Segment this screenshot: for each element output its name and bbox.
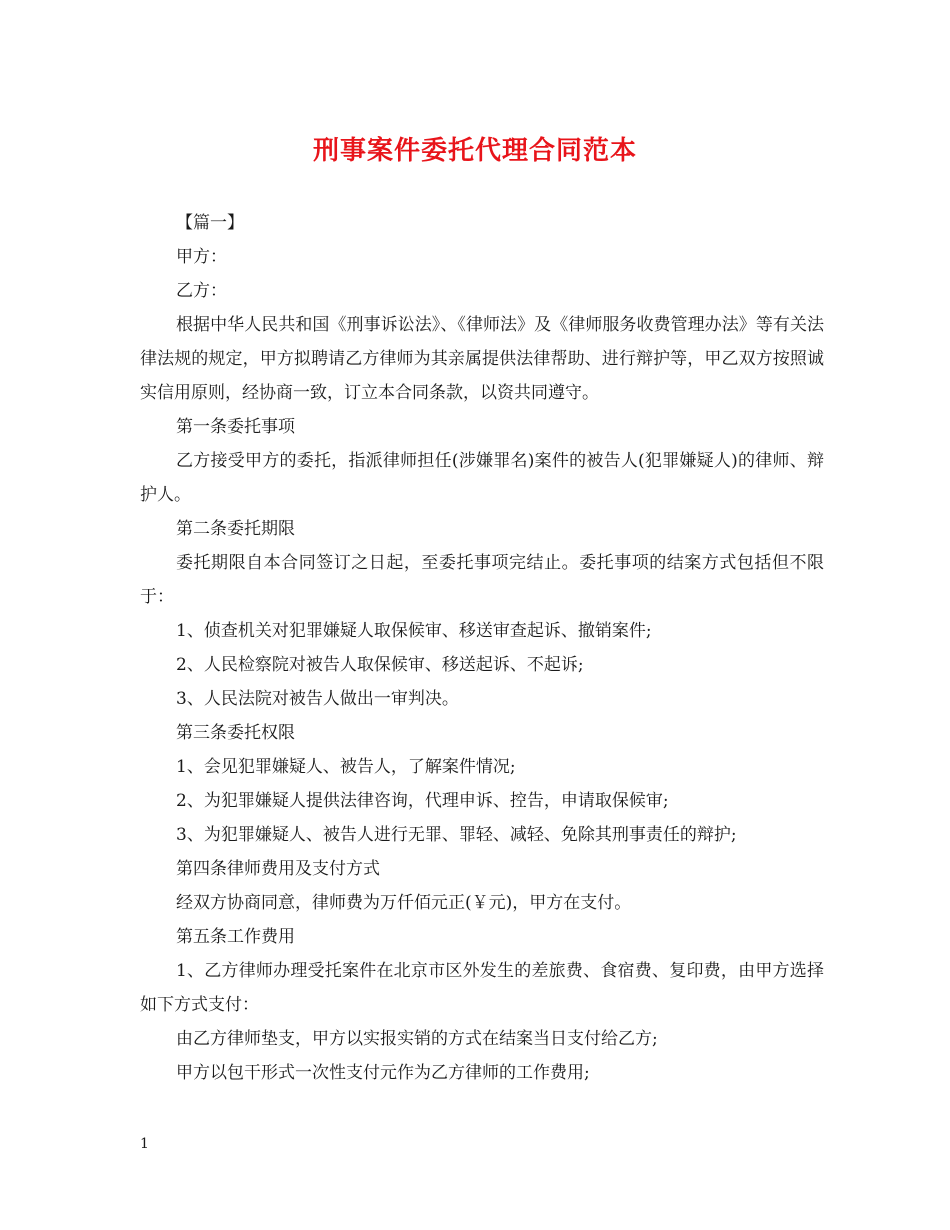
paragraph: 3、为犯罪嫌疑人、被告人进行无罪、罪轻、减轻、免除其刑事责任的辩护; [176, 825, 737, 845]
document-body [140, 206, 824, 1090]
paragraph: 3、人民法院对被告人做出一审判决。 [176, 689, 459, 709]
paragraph: 第四条律师费用及支付方式 [176, 859, 380, 879]
paragraph: 第五条工作费用 [176, 927, 295, 947]
paragraph: 2、为犯罪嫌疑人提供法律咨询，代理申诉、控告，申请取保候审; [176, 791, 669, 811]
paragraph: 根据中华人民共和国《刑事诉讼法》、《律师法》及《律师服务收费管理办法》等有关法律法规的规定，甲方拟聘请乙方律师为其亲属提供法律帮助、进行辩护等，甲乙双方按照诚实信用原则，经协商一致，订立本合同条款，以资共同遵守。 [140, 315, 824, 403]
paragraph: 第一条委托事项 [176, 417, 295, 437]
paragraph: 1、侦查机关对犯罪嫌疑人取保候审、移送审查起诉、撤销案件; [176, 621, 652, 641]
paragraph: 乙方： [176, 281, 227, 301]
paragraph: 乙方接受甲方的委托，指派律师担任(涉嫌罪名)案件的被告人(犯罪嫌疑人)的律师、辩护人。 [140, 451, 824, 505]
paragraph: 第三条委托权限 [176, 723, 295, 743]
paragraph: 甲方以包干形式一次性支付元作为乙方律师的工作费用; [176, 1063, 590, 1083]
paragraph: 经双方协商同意，律师费为万仟佰元正(￥元)，甲方在支付。 [176, 893, 632, 913]
paragraph: 甲方： [176, 247, 227, 267]
paragraph: 由乙方律师垫支，甲方以实报实销的方式在结案当日支付给乙方; [176, 1029, 658, 1049]
paragraph: 1、乙方律师办理受托案件在北京市区外发生的差旅费、食宿费、复印费，由甲方选择如下方式支付： [140, 961, 824, 1015]
document-title: 刑事案件委托代理合同范本 [312, 136, 637, 166]
paragraph: 第二条委托期限 [176, 519, 295, 539]
paragraph: 2、人民检察院对被告人取保候审、移送起诉、不起诉; [176, 655, 584, 675]
paragraph: 【篇一】 [176, 213, 244, 233]
paragraph: 1、会见犯罪嫌疑人、被告人，了解案件情况; [176, 757, 516, 777]
page-number: 1 [140, 1136, 149, 1152]
paragraph: 委托期限自本合同签订之日起，至委托事项完结止。委托事项的结案方式包括但不限于： [140, 553, 824, 607]
